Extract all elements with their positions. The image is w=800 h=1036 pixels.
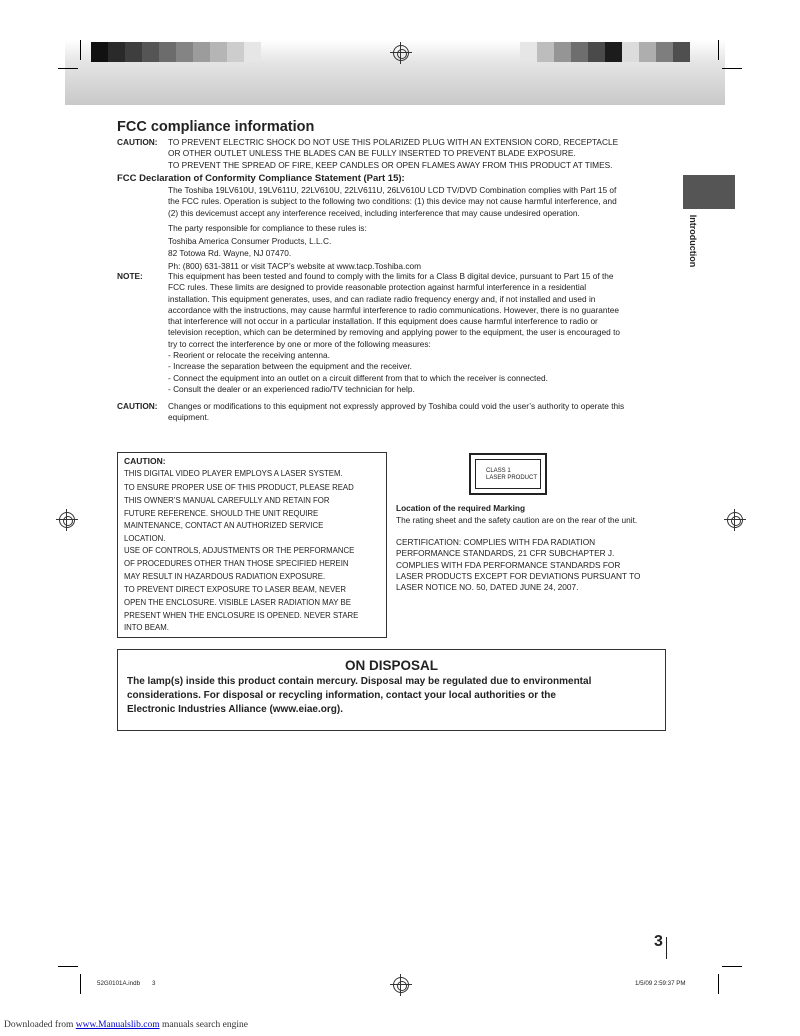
laser-caution-title: CAUTION: <box>124 456 166 466</box>
crop-mark <box>80 40 81 60</box>
color-swatch <box>210 42 227 62</box>
page-number-rule <box>666 937 667 959</box>
marking-text: The rating sheet and the safety caution are on the rear of the unit. <box>396 515 638 525</box>
disposal-text: The lamp(s) inside this product contain mercury. Disposal may be regulated due to environmental considerations. For disposal or recycling information, contact your local authorities or the Electronic Industries Alliance (www.eiae.org). <box>127 676 592 715</box>
color-swatch <box>571 42 588 62</box>
crop-mark <box>722 966 742 967</box>
declaration-title: FCC Declaration of Conformity Compliance Statement (Part 15): <box>117 173 405 184</box>
color-swatch <box>142 42 159 62</box>
color-swatch <box>605 42 622 62</box>
color-swatch <box>588 42 605 62</box>
color-swatch <box>554 42 571 62</box>
footer-filename: 52G0101A.indb <box>97 980 141 987</box>
footer-file-page: 3 <box>152 980 156 987</box>
class1-laser-label: CLASS 1 LASER PRODUCT <box>469 453 547 495</box>
disposal-box <box>117 649 666 731</box>
color-swatch <box>537 42 554 62</box>
color-swatch <box>244 42 261 62</box>
caution-text: TO PREVENT ELECTRIC SHOCK DO NOT USE THIS POLARIZED PLUG WITH AN EXTENSION CORD, RECEPTACLE OR OTHER OUTLET UNLESS THE BLADES CAN BE FULLY INSERTED TO PREVENT BLADE EXPOSURE. TO PREVENT THE SPREAD OF FIRE, KEEP CANDLES OR OPEN FLAMES AWAY FROM THIS PRODUCT AT TIMES. <box>168 137 619 170</box>
caution2-label: CAUTION: <box>117 401 158 411</box>
page-number: 3 <box>654 933 663 950</box>
crop-mark <box>722 68 742 69</box>
color-swatch <box>125 42 142 62</box>
crop-mark <box>718 974 719 994</box>
color-bar-right <box>520 42 690 62</box>
measure-item: - Consult the dealer or an experienced radio/TV technician for help. <box>168 383 415 394</box>
crop-mark <box>58 966 78 967</box>
disposal-title: ON DISPOSAL <box>344 658 438 673</box>
download-credit: Downloaded from www.Manualslib.com manuals search engine <box>4 1020 248 1030</box>
section-tab <box>683 175 735 209</box>
responsible-party: The party responsible for compliance to these rules is: Toshiba America Consumer Products, L.L.C. 82 Totowa Rd. Wayne, NJ 07470. Ph: (800) 631-3811 or visit TACP’s website at www.tacp.Toshiba.com <box>168 223 422 271</box>
registration-mark-right <box>727 512 743 528</box>
color-swatch <box>520 42 537 62</box>
laser-caution-p4: TO PREVENT DIRECT EXPOSURE TO LASER BEAM, NEVER OPEN THE ENCLOSURE. VISIBLE LASER RADIATION MAY BE PRESENT WHEN THE ENCLOSURE IS OPENED. NEVER STARE INTO BEAM. <box>124 585 359 633</box>
section-tab-label: Introduction <box>688 214 698 268</box>
laser-caution-p1: THIS DIGITAL VIDEO PLAYER EMPLOYS A LASER SYSTEM. <box>124 469 343 478</box>
color-swatch <box>656 42 673 62</box>
caution-label: CAUTION: <box>117 137 158 147</box>
certification-text: CERTIFICATION: COMPLIES WITH FDA RADIATION PERFORMANCE STANDARDS, 21 CFR SUBCHAPTER J. COMPLIES WITH FDA PERFORMANCE STANDARDS FOR LASER PRODUCTS EXCEPT FOR DEVIATIONS PURSUANT TO LASER NOTICE NO. 50, DATED JUNE 24, 2007. <box>396 537 641 593</box>
marking-title: Location of the required Marking <box>396 503 526 513</box>
declaration-text: The Toshiba 19LV610U, 19LV611U, 22LV610U, 22LV611U, 26LV610U LCD TV/DVD Combination complies with Part 15 of the FCC rules. Operation is subject to the following two conditions: (1) this device may not cause harmful interference, and (2) this devicemust accept any interference received, including interference that may cause undesired operation. <box>168 185 617 218</box>
caution2-text: Changes or modifications to this equipment not expressly approved by Toshiba could void the user’s authority to operate this equipment. <box>168 401 625 423</box>
registration-mark-top <box>393 45 409 61</box>
note-text: This equipment has been tested and found to comply with the limits for a Class B digital device, pursuant to Part 15 of the FCC rules. These limits are designed to provide reasonable protection against harmful interference in a residential installation. This equipment generates, uses, and can radiate radio frequency energy and, if not installed and used in accordance with the instructions, may cause harmful interference to radio communications. However, there is no guarantee that interference will not occur in a particular installation. If this equipment does cause harmful interference to radio or television reception, which can be determined by removing and applying power to the equipment, the user is encouraged to try to correct the interference by one or more of the following measures: - Reorient or relocate the receiving antenna. - Increase the separation between the equipment and the receiver. - Connect the equipment into an outlet on a circuit different from that to which the receiver is connected. - Consult the dealer or an experienced radio/TV technician for help. <box>168 271 665 395</box>
color-swatch <box>108 42 125 62</box>
laser-caution-box <box>117 452 387 638</box>
color-swatch <box>639 42 656 62</box>
color-swatch <box>227 42 244 62</box>
crop-mark <box>718 40 719 60</box>
color-swatch <box>673 42 690 62</box>
color-swatch <box>159 42 176 62</box>
section-title: FCC compliance information <box>117 119 315 135</box>
manualslib-link[interactable]: www.Manualslib.com <box>75 1020 160 1030</box>
crop-mark <box>58 68 78 69</box>
registration-mark-bottom <box>393 977 409 993</box>
color-swatch <box>622 42 639 62</box>
measure-item: - Connect the equipment into an outlet on a circuit different from that to which the receiver is connected. <box>168 372 548 383</box>
footer-timestamp: 1/5/09 2:59:37 PM <box>635 980 686 987</box>
color-swatch <box>176 42 193 62</box>
measure-item: - Increase the separation between the equipment and the receiver. <box>168 361 412 372</box>
laser-caution-p3: USE OF CONTROLS, ADJUSTMENTS OR THE PERFORMANCE OF PROCEDURES OTHER THAN THOSE SPECIFIED HEREIN MAY RESULT IN HAZARDOUS RADIATION EXPOSURE. <box>124 546 355 581</box>
measure-item: - Reorient or relocate the receiving antenna. <box>168 350 330 361</box>
color-swatch <box>91 42 108 62</box>
laser-caution-p2: TO ENSURE PROPER USE OF THIS PRODUCT, PLEASE READ THIS OWNER’S MANUAL CAREFULLY AND RETAIN FOR FUTURE REFERENCE. SHOULD THE UNIT REQUIRE MAINTENANCE, CONTACT AN AUTHORIZED SERVICE LOCATION. <box>124 483 354 544</box>
crop-mark <box>80 974 81 994</box>
registration-mark-left <box>59 512 75 528</box>
color-swatch <box>193 42 210 62</box>
note-label: NOTE: <box>117 271 143 281</box>
color-bar-left <box>91 42 261 62</box>
